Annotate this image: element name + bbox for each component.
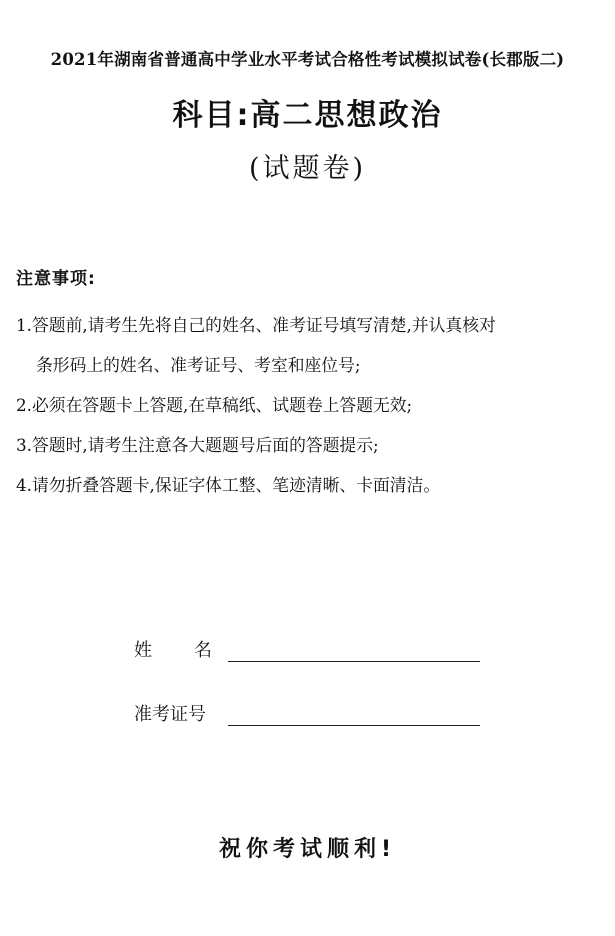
notice-item-1: 1.答题前,请考生先将自己的姓名、准考证号填写清楚,并认真核对 <box>16 315 496 335</box>
ticket-number-blank-line[interactable] <box>228 703 480 726</box>
subject-title: 科目:高二思想政治 <box>172 98 443 133</box>
notice-heading: 注意事项: <box>16 269 96 289</box>
notice-item-4: 4.请勿折叠答题卡,保证字体工整、笔迹清晰、卡面清洁。 <box>16 475 441 495</box>
closing-wish: 祝你考试顺利! <box>218 837 397 862</box>
notice-list <box>16 305 606 505</box>
name-blank-line[interactable] <box>228 639 480 662</box>
ticket-field-row <box>134 700 480 726</box>
notice-item-3: 3.答题时,请考生注意各大题题号后面的答题提示; <box>16 435 379 455</box>
notice-item-1-continued: 条形码上的姓名、准考证号、考室和座位号; <box>36 355 361 375</box>
ticket-number-label: 准考证号 <box>134 704 206 725</box>
name-label: 姓名 <box>134 640 254 661</box>
name-field-row <box>134 636 480 662</box>
notice-item-2: 2.必须在答题卡上答题,在草稿纸、试题卷上答题无效; <box>16 395 413 415</box>
exam-title: 2021年湖南省普通高中学业水平考试合格性考试模拟试卷(长郡版二) <box>50 50 565 69</box>
paper-type: (试题卷) <box>248 153 367 184</box>
